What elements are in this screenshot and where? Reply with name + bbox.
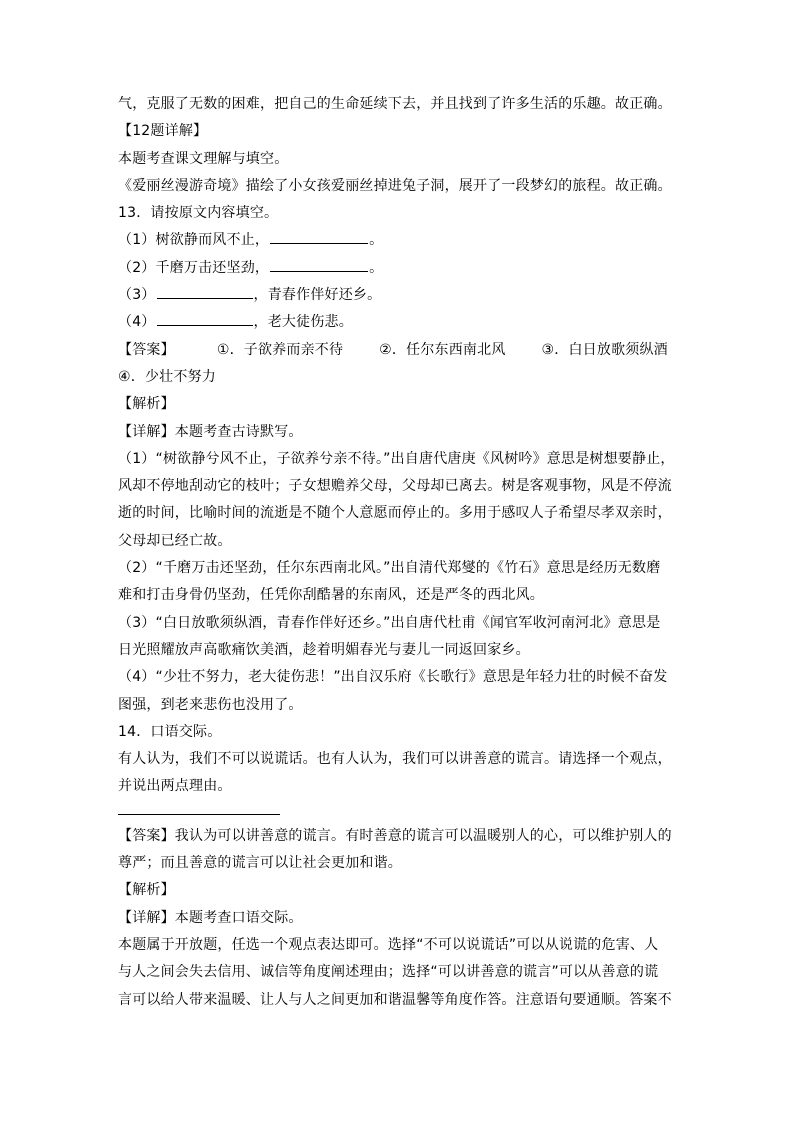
- text-line: （4）“少壮不努力，老大徒伤悲！”出自汉乐府《长歌行》意思是年轻力壮的时候不奋发: [118, 669, 668, 686]
- question-text: （2）千磨万击还坚劲，: [118, 259, 270, 276]
- answer-blank: [157, 310, 253, 326]
- question-text: （3）: [118, 287, 156, 304]
- text-line: 有人认为，我们不可以说谎话。也有人认为，我们可以讲善意的谎言。请选择一个观点，: [118, 751, 672, 768]
- text-line: 气，克服了无数的困难，把自己的生命延续下去，并且找到了许多生活的乐趣。故正确。: [118, 96, 672, 112]
- analysis-heading: 【解析】: [118, 882, 175, 899]
- text-line: （1）“树欲静兮风不止，子欲养兮亲不待。”出自唐代唐庚《风树吟》意思是树想要静止，: [118, 450, 675, 467]
- text-line: 与人之间会失去信用、诚信等角度阐述理由；选择“可以讲善意的谎言”可以从善意的谎: [118, 964, 659, 981]
- question-text: ，青春作伴好还乡。: [253, 287, 382, 304]
- text-line: 逝的时间，比喻时间的流逝是不随个人意愿而停止的。多用于感叹人子希望尽孝双亲时，: [118, 505, 672, 522]
- text-line: （3）“白日放歌须纵酒，青春作伴好还乡。”出自唐代杜甫《闻官军收河南河北》意思是: [118, 614, 661, 631]
- text-line: 本题考查课文理解与填空。: [118, 150, 289, 167]
- text-line: 父母却已经亡故。: [118, 532, 232, 549]
- question-title: 14．口语交际。: [118, 723, 222, 740]
- answer-label: 【答案】: [118, 341, 175, 358]
- text-line: 风却不停地刮动它的枝叶；子女想赡养父母，父母却已离去。树是客观事物，风是不停流: [118, 478, 672, 495]
- text-line: 图强，到老来悲伤也没用了。: [118, 696, 303, 713]
- fill-question-2: [118, 255, 680, 282]
- question-text: ，老大徒伤悲。: [253, 314, 353, 331]
- text-line: 日光照耀放声高歌痛饮美酒，趁着明媚春光与妻儿一同返回家乡。: [118, 641, 530, 658]
- question-text: 。: [369, 259, 384, 276]
- text-line: 本题属于开放题，任选一个观点表达即可。选择“不可以说谎话”可以从说谎的危害、人: [118, 936, 659, 953]
- text-line: 尊严；而且善意的谎言可以让社会更加和谐。: [118, 855, 402, 872]
- question-title: 13．请按原文内容填空。: [118, 205, 279, 222]
- text-line: 难和打击身骨仍坚劲，任凭你刮酷暑的东南风，还是严冬的西北风。: [118, 587, 544, 604]
- text-line: 并说出两点理由。: [118, 778, 232, 795]
- detail-heading: 【详解】本题考查古诗默写。: [118, 423, 303, 440]
- answer-item: ④．少壮不努力: [118, 368, 216, 385]
- answer-rule: [118, 814, 280, 815]
- fill-question-1: [118, 227, 680, 254]
- text-line: 【答案】我认为可以讲善意的谎言。有时善意的谎言可以温暖别人的心，可以维护别人的: [118, 827, 672, 844]
- answer-blank: [270, 228, 368, 244]
- fill-question-4: [118, 309, 680, 336]
- text-line: （2）“千磨万击还坚劲，任尔东西南北风。”出自清代郑燮的《竹石》意思是经历无数磨: [118, 560, 661, 577]
- question-text: （1）树欲静而风不止，: [118, 232, 270, 249]
- document-page: [118, 91, 680, 1014]
- question-text: 。: [369, 232, 384, 249]
- fill-question-3: [118, 282, 680, 309]
- answer-blank: [157, 283, 253, 299]
- answer-item: ①．子欲养而亲不待: [216, 341, 344, 358]
- text-line: 《爱丽丝漫游奇境》描绘了小女孩爱丽丝掉进兔子洞，展开了一段梦幻的旅程。故正确。: [118, 177, 672, 194]
- section-heading: 【12题详解】: [118, 123, 208, 140]
- answer-blank: [270, 256, 368, 272]
- detail-heading: 【详解】本题考查口语交际。: [118, 909, 303, 926]
- text-line: 言可以给人带来温暖、让人与人之间更加和谐温馨等角度作答。注意语句要通顺。答案不: [118, 991, 672, 1008]
- analysis-heading: 【解析】: [118, 396, 175, 413]
- answer-row: [118, 337, 680, 364]
- answer-item: ③．白日放歌须纵酒: [541, 341, 668, 358]
- answer-item: ②．任尔东西南北风: [379, 341, 506, 358]
- question-text: （4）: [118, 314, 156, 331]
